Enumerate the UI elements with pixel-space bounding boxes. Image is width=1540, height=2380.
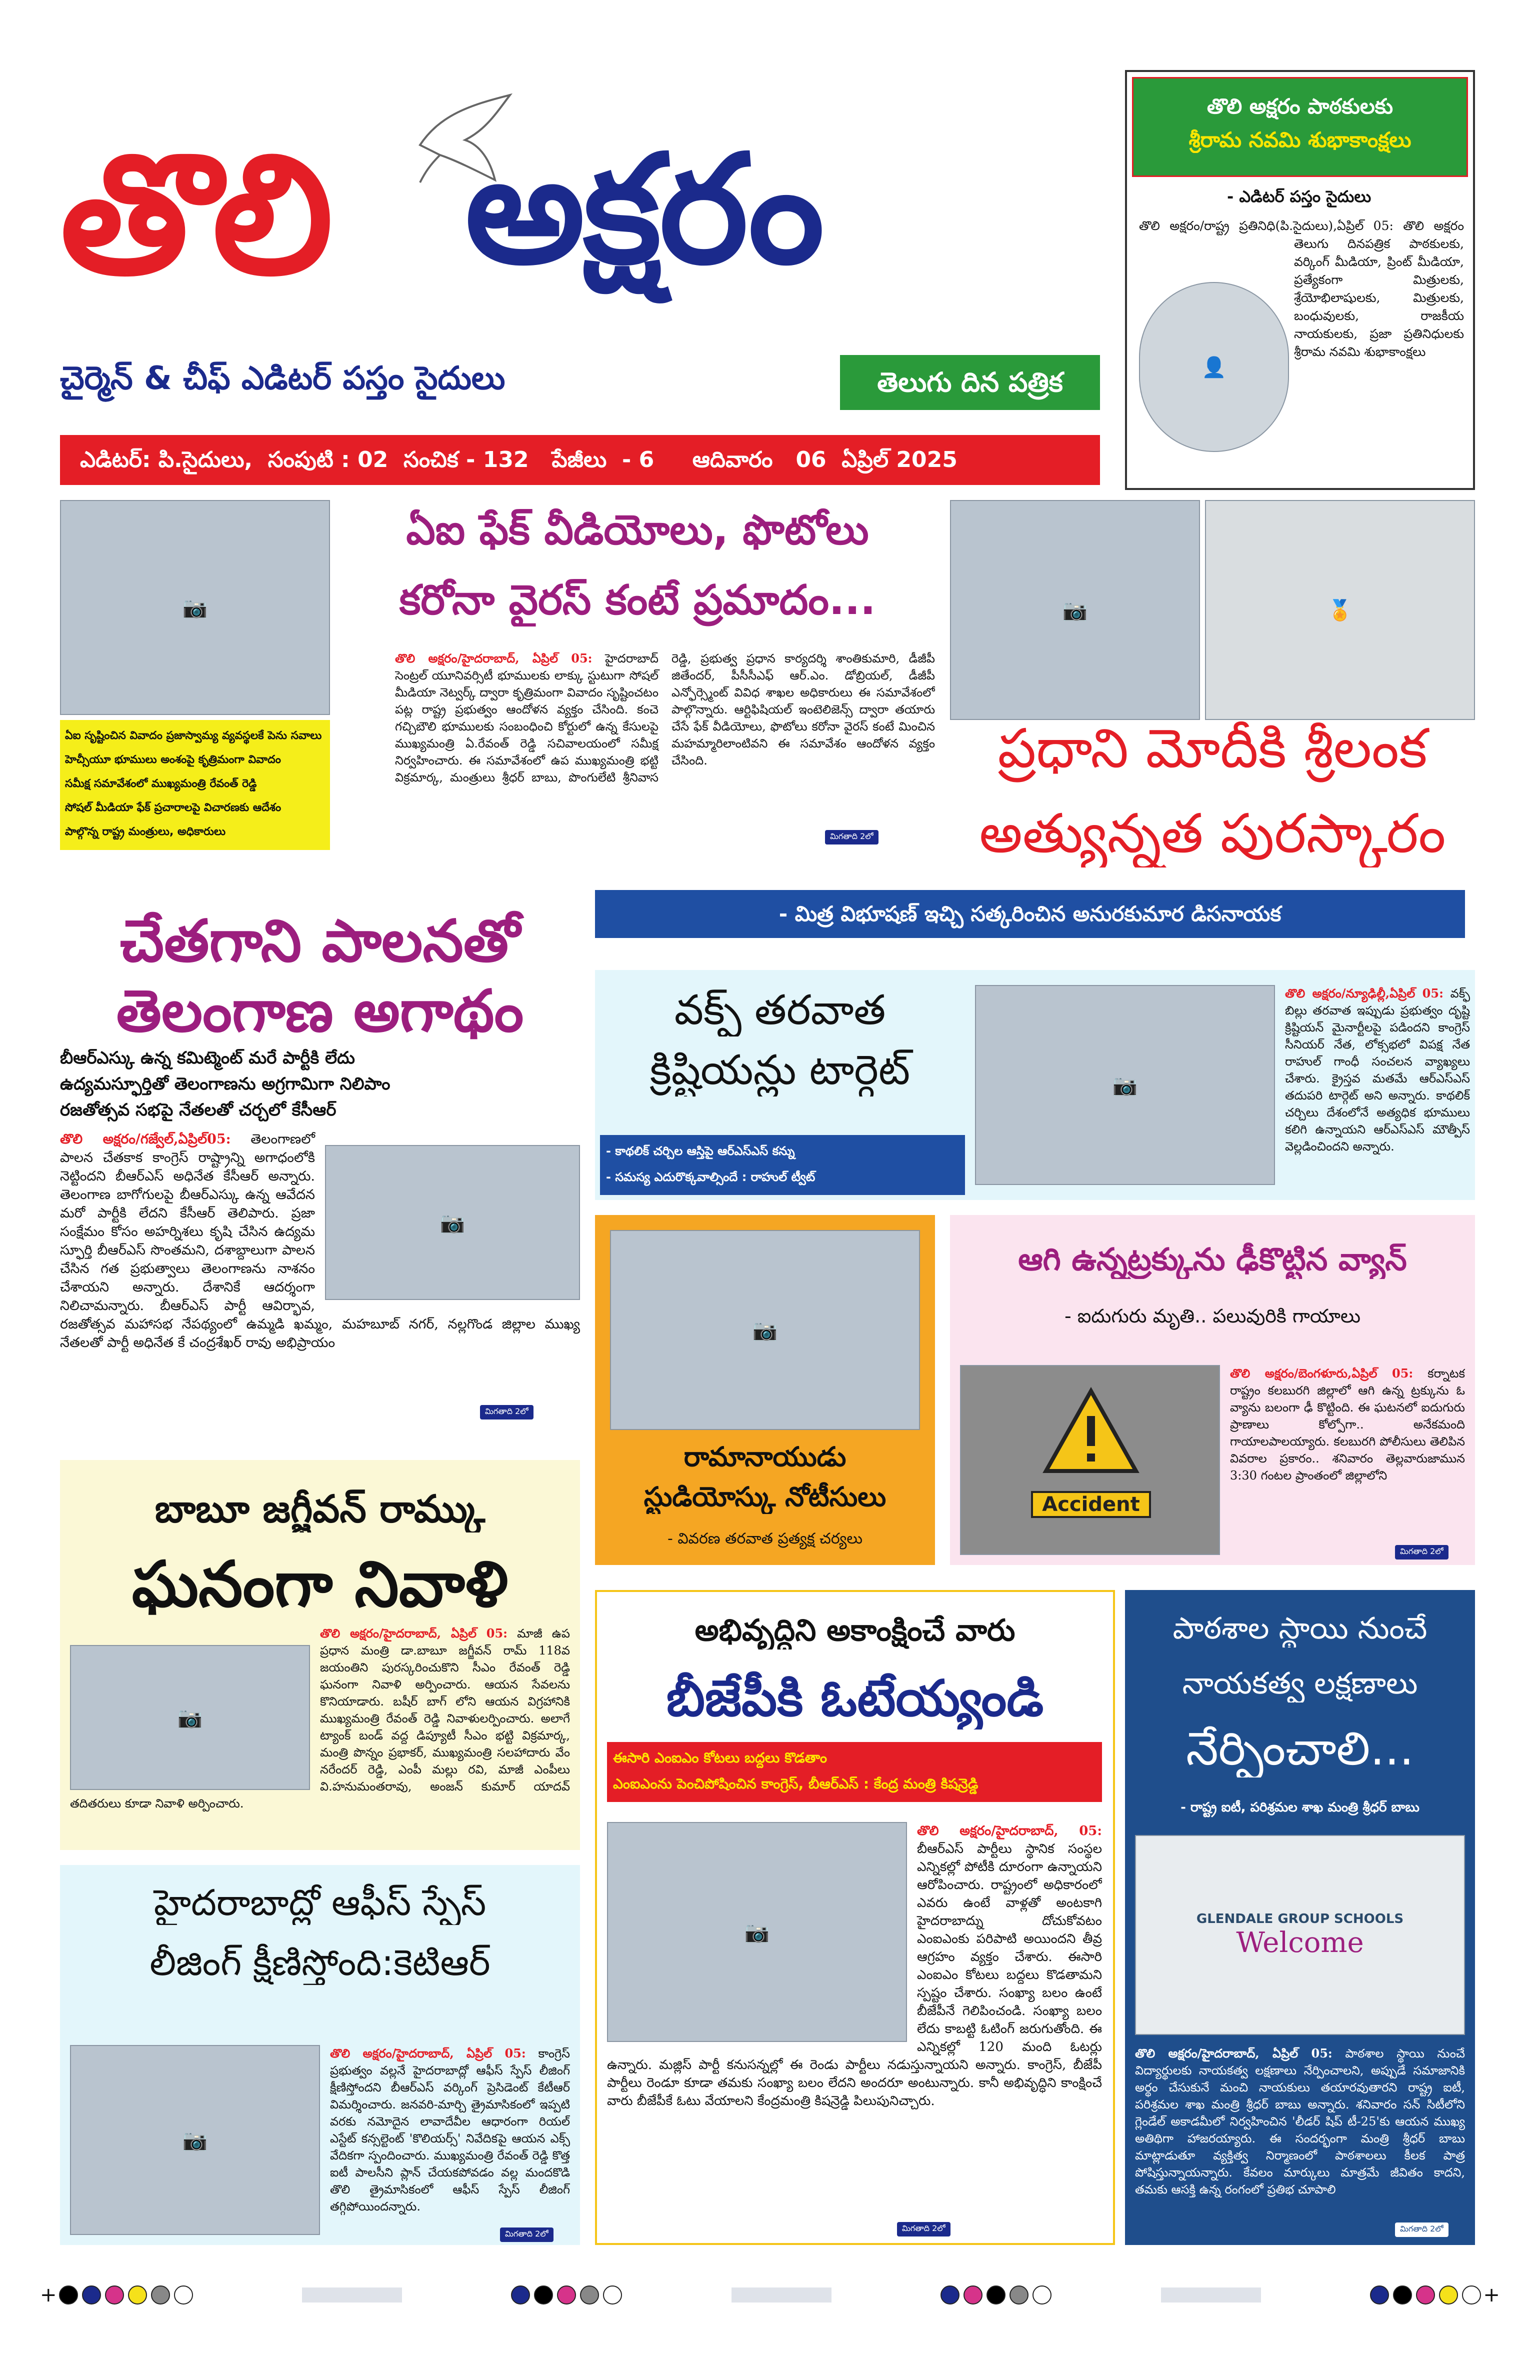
studios-photo: 📷: [610, 1230, 920, 1430]
waqf-dateline: తొలి అక్షరం/న్యూఢిల్లీ,ఏప్రిల్ 05:: [1285, 986, 1444, 1000]
print-registration-bar: [40, 2280, 1500, 2310]
telangana-bullet: బీఆర్ఎస్కు ఉన్న కమిట్మెంట్ మరే పార్టీకి లేదు: [60, 1048, 355, 1068]
bjp-headline-2: బీజేపీకి ఓటేయ్యండి: [666, 1669, 1044, 1728]
school-more-badge: [1395, 2222, 1448, 2237]
school-banner-welcome: Welcome: [1236, 1926, 1364, 1959]
ktr-more-badge: [500, 2228, 554, 2242]
ai-body: [395, 650, 935, 850]
kishan-reddy-photo: 📷: [607, 1822, 907, 2042]
waqf-headline-1: వక్ఫ్ తరవాత: [674, 986, 886, 1034]
van-dateline: తొలి అక్షరం/బెంగళూరు,ఏప్రిల్ 05:: [1230, 1366, 1414, 1380]
accident-photo: [960, 1365, 1220, 1555]
school-headline-2: నాయకత్వ లక్షణాలు: [1182, 1666, 1418, 1701]
greeting-body: తొలి అక్షరం/రాష్ట్ర ప్రతినిధి(పి.సైదులు),ఏప్రిల్ 05: తొలి అక్షరం తెలుగు దినపత్రిక పాఠకులకు, వర్కింగ్ మీడియా, ప్రింట్ మీడియా, ప్రత్యేకంగా మిత్రులకు, శ్రేయోభిలాషులకు, మిత్రులకు, బంధువులకు, రాజకీయ నాయకులకు, ప్రజా ప్రతినిధులకు శ్రీరామ నవమి శుభాకాంక్షలు: [1139, 218, 1464, 359]
greeting-line1: తొలి అక్షరం పాఠకులకు: [1206, 94, 1394, 118]
waqf-body: [1285, 985, 1470, 1195]
ktr-headline-1: హైదరాబాద్లో ఆఫీస్ స్పేస్: [154, 1882, 486, 1924]
van-body: [1230, 1365, 1465, 1555]
waqf-headline-2: క్రిష్టియన్లు టార్గెట్: [650, 1046, 910, 1094]
ai-bullets: [60, 720, 330, 850]
jagjivan-body-text: మాజీ ఉప ప్రధాన మంత్రి డా.బాబూ జగ్జీవన్ రామ్ 118వ జయంతిని పురస్కరించుకొని సీఎం రేవంత్ రెడ్డి ఘనంగా నివాళి అర్పించారు. ఆయన సేవలను కొనియాడారు. బషీర్ బాగ్ లోని ఆయన విగ్రహానికి ముఖ్యమంత్రి రేవంత్ రెడ్డి నివాళులర్పించారు. అలాగే ట్యాంక్ బండ్ వద్ద డిప్యూటీ సీఎం భట్టి విక్రమార్క, మంత్రి పొన్నం ప్రభాకర్, ముఖ్యమంత్రి సలహాదారు వేం నరేందర్ రెడ్డి, ఎంపీ మల్లు రవి, మాజీ ఎంపీలు వి.హనుమంతరావు, అంజన్ కుమార్ యాదవ్ తదితరులు కూడా నివాళి అర్పించారు.: [70, 1626, 570, 1810]
more-badge: మిగతాది 2లో: [1395, 2222, 1448, 2237]
ktr-body: [330, 2045, 570, 2240]
ktr-dateline: తొలి అక్షరం/హైదరాబాద్, ఏప్రిల్ 05:: [330, 2046, 526, 2060]
ktr-box: [60, 1865, 580, 2245]
greeting-header: [1132, 77, 1468, 177]
accident-sign-text: Accident: [1031, 1491, 1151, 1518]
school-photo: [1135, 1835, 1465, 2035]
jagjivan-photo: 📷: [70, 1645, 310, 1790]
registration-strip: [302, 2288, 402, 2302]
telangana-bullet: రజతోత్సవ సభపై నేతలతో చర్చలో కేసీఆర్: [60, 1100, 336, 1120]
greeting-signature: - ఎడిటర్ పస్తం సైదులు: [1227, 187, 1372, 206]
rahul-photo: 📷: [975, 985, 1275, 1185]
school-headline-1: పాఠశాల స్థాయి నుంచే: [1172, 1611, 1428, 1646]
ai-bullet: హెచ్సీయూ భూములు అంశంపై కృత్రిమంగా వివాదం: [65, 754, 281, 766]
jagjivan-headline-1: బాబూ జగ్జీవన్ రామ్కు: [154, 1486, 486, 1531]
telangana-dateline: తొలి అక్షరం/గజ్వేల్,ఏప్రిల్05:: [60, 1132, 231, 1147]
modi-photo: 📷: [950, 500, 1200, 720]
registration-dots: [509, 2286, 624, 2304]
registration-dots: +: [1368, 2284, 1500, 2306]
ai-headline-2: కరోనా వైరస్ కంటే ప్రమాదం...: [399, 576, 876, 624]
bjp-box: [595, 1590, 1115, 2245]
greeting-box: [1125, 70, 1475, 490]
school-dateline: తొలి అక్షరం/హైదరాబాద్, ఏప్రిల్ 05:: [1135, 2046, 1332, 2060]
warning-icon: [1041, 1386, 1141, 1476]
registration-strip: [732, 2288, 832, 2302]
bjp-more-badge: [897, 2222, 950, 2236]
modi-headline-2: అత్యున్నత పురస్కారం: [979, 802, 1446, 865]
telangana-bullets: [60, 1045, 580, 1123]
more-badge: మిగతాది 2లో: [897, 2222, 950, 2236]
registration-dots: [938, 2286, 1054, 2304]
ai-bullet: పాల్గొన్న రాష్ట్ర మంత్రులు, అధికారులు: [65, 826, 226, 838]
kcr-photo: 📷: [325, 1145, 580, 1300]
school-body: [1135, 2045, 1465, 2235]
modi-headline-1: ప్రధాని మోదీకి శ్రీలంక: [998, 718, 1428, 780]
waqf-bullet: - సమస్య ఎదురొక్కవాల్సిందే : రాహుల్ ట్వీట్: [606, 1170, 816, 1184]
waqf-box: [595, 970, 1475, 1200]
studios-headline-2: స్టుడియోస్కు నోటీసులు: [644, 1481, 886, 1512]
ai-bullet: సమీక్ష సమావేశంలో ముఖ్యమంత్రి రేవంత్ రెడ్డి: [65, 778, 257, 790]
school-subhead: - రాష్ట్ర ఐటీ, పరిశ్రమల శాఖ మంత్రి శ్రీధర్ బాబు: [1180, 1800, 1420, 1815]
school-headline-3: నేర్పించాలి...: [1186, 1722, 1414, 1776]
masthead-title-blue: అక్షరం: [465, 122, 822, 297]
registration-strip: [1161, 2288, 1261, 2302]
modi-subhead: - మిత్ర విభూషణ్ ఇచ్చి సత్కరించిన అనురకుమార డిసనాయక: [595, 890, 1465, 938]
bjp-dateline: తొలి అక్షరం/హైదరాబాద్, 05:: [917, 1824, 1102, 1838]
telangana-headline-2: తెలంగాణ అగాథం: [116, 978, 524, 1045]
studios-headline-1: రామానాయుడు: [684, 1441, 846, 1472]
masthead-title-red: తొలి: [60, 119, 330, 311]
van-body-text: కర్నాటక రాష్ట్రం కలబురగి జిల్లాలో ఆగి ఉన్న ట్రక్కును ఓ వ్యాను బలంగా ఢీ కొట్టింది. ఈ ఘటనలో ఐదుగురు ప్రాణాలు కోల్పోగా.. అనేకమంది గాయాలపాలయ్యారు. కలబురగి పోలీసులు తెలిపిన వివరాల ప్రకారం.. శనివారం తెల్లవారుజామున 3:30 గంటల ప్రాంతంలో జిల్లాలోని: [1230, 1366, 1465, 1482]
telangana-bullet: ఉద్యమస్ఫూర్తితో తెలంగాణను అగ్రగామిగా నిలిపాం: [60, 1074, 390, 1094]
ai-more-badge: [825, 830, 878, 844]
jagjivan-dateline: తొలి అక్షరం/హైదరాబాద్, ఏప్రిల్ 05:: [320, 1626, 508, 1640]
greeting-line2: శ్రీరామ నవమి శుభాకాంక్షలు: [1188, 127, 1412, 152]
ai-bullet: ఏఐ సృష్టించిన వివాదం ప్రజాస్వామ్య వ్యవస్థలకే పెను సవాలు: [65, 730, 322, 742]
telangana-body-text: తెలంగాణలో పాలన చేతకాక కాంగ్రెస్ రాష్ట్రాన్ని అగాధంలోకి నెట్టిందని బీఆర్ఎస్ అధినేత కేసీఆర్ అన్నారు. తెలంగాణ బాగోగులపై బీఆర్ఎస్కు ఉన్న ఆవేదన మరో పార్టీకి లేదని కేసీఆర్ తెలిపారు. ప్రజా సంక్షేమం కోసం అహర్నిశలు కృషి చేసిన ఉద్యమ స్ఫూర్తి బీఆర్ఎస్ సొంతమని, దశాబ్దాలుగా పాలన చేసిన గత ప్రభుత్వాలు తెలంగాణను నాశనం చేశాయని అన్నారు. దేశానికే ఆదర్శంగా నిలిచామన్నారు. బీఆర్ఎస్ పార్టీ ఆవిర్భావ, రజతోత్సవ మహాసభ నేపథ్యంలో ఉమ్మడి ఖమ్మం, మహబూబ్ నగర్, నల్లగొండ జిల్లాల ముఖ్య నేతలతో పార్టీ అధినేత కే చంద్రశేఖర్ రావు అభిప్రాయం: [60, 1132, 580, 1350]
ai-headline-1: ఏఐ ఫేక్ వీడియోలు, ఫొటోలు: [406, 506, 869, 554]
chairman-line: చైర్మెన్ & చీఫ్ ఎడిటర్ పస్తం సైదులు: [60, 360, 506, 397]
bjp-bullet: ఈసారి ఎంఐఎం కోటలు బద్దలు కొడతాం: [613, 1750, 828, 1766]
bjp-headline-1: అభివృద్ధిని అకాంక్షించే వారు: [694, 1613, 1016, 1648]
jagjivan-box: [60, 1460, 580, 1850]
telangana-headline-1: చేతగాని పాలనతో: [120, 908, 520, 975]
bjp-body-text: బీఆర్ఎస్ పార్టీలు స్థానిక సంస్థల ఎన్నికల్లో పోటీకి దూరంగా ఉన్నాయని ఆరోపించారు. రాష్ట్రంలో అధికారంలో ఎవరు ఉంటే వాళ్లతో అంటకాగి హైదరాబాద్ను దోచుకోవటం ఎంఐఎంకు పరిపాటి అయిందని తీవ్ర ఆగ్రహం వ్యక్తం చేశారు. ఈసారి ఎంఐఎం కోటలు బద్దలు కొడతామని స్పష్టం చేశారు. సంఖ్యా బలం ఉంటే బీజేపీనే గెలిపించండి. సంఖ్యా బలం లేదు కాబట్టి ఓటింగ్ జరుగుతోంది. ఈ ఎన్నికల్లో 120 మంది ఓటర్లు ఉన్నారు. మజ్లిస్ పార్టీ కనుసన్నల్లో ఈ రెండు పార్టీలు నడుస్తున్నాయని అన్నారు. కాంగ్రెస్, బీజేపీ పార్టీలు రెండూ కూడా తమకు సంఖ్యా బలం లేదని అందరూ అంటున్నారు. కానీ అభివృద్ధిని కాంక్షించే వారు బీజేపీకే ఓటు వేయాలని కేంద్రమంత్రి కిషన్రెడ్డి పిలుపునిచ్చారు.: [607, 1842, 1102, 2108]
van-more-badge: [1395, 1545, 1448, 1560]
van-headline: ఆగి ఉన్నట్రక్కును ఢీకొట్టిన వ్యాన్: [1018, 1241, 1407, 1278]
ktr-photo: 📷: [70, 2045, 320, 2235]
jagjivan-headline-2: ఘనంగా నివాళి: [132, 1548, 508, 1621]
more-badge: మిగతాది 2లో: [825, 830, 878, 844]
school-box: [1125, 1590, 1475, 2245]
school-body-text: పాఠశాల స్థాయి నుంచే విద్యార్థులకు నాయకత్వ లక్షణాలు నేర్పించాలని, అప్పుడే సమాజానికి అర్థం చేసుకునే మంచి నాయకులు తయారవుతారని రాష్ట్ర ఐటీ, పరిశ్రమల శాఖ మంత్రి శ్రీధర్ బాబు అన్నారు. శనివారం సన్ సిటీలోని గ్లెండేల్ అకాడమీలో నిర్వహించిన 'లీడర్ షిప్ టీ-25'కు ఆయన ముఖ్య అతిథిగా హాజరయ్యారు. ఈ సందర్భంగా మంత్రి శ్రీధర్ బాబు మాట్లాడుతూ వ్యక్తిత్వ నిర్మాణంలో పాఠశాలలు కీలక పాత్ర పోషిస్తున్నాయన్నారు. కేవలం మార్కులు మాత్రమే జీవితం కాదని, తమకు ఆసక్తి ఉన్న రంగంలో ప్రతిభ చూపాలి: [1135, 2046, 1465, 2196]
van-subhead: - ఐదుగురు మృతి.. పలువురికి గాయాలు: [1064, 1305, 1360, 1327]
ktr-headline-2: లీజింగ్ క్షీణిస్తోంది:కెటిఆర్: [150, 1942, 490, 1984]
bjp-body: [607, 1822, 1102, 2232]
studios-box: [595, 1215, 935, 1565]
school-banner-text: GLENDALE GROUP SCHOOLS: [1196, 1911, 1404, 1926]
ai-body-text: హైదరాబాద్ సెంట్రల్ యూనివర్సిటీ భూములకు లాక్కు స్టుటుగా సోషల్ మీడియా నెట్వర్క్ ద్వారా కృత్రిమంగా వివాదం సృష్టించటం పట్ల రాష్ట్ర ప్రభుత్వం ఆందోళన వ్యక్తం చేసింది. కంచె గచ్చిబౌలి భూములకు సంబంధించి కోర్టులో ఉన్న కేసులపై ముఖ్యమంత్రి ఏ.రేవంత్ రెడ్డి సచివాలయంలో సమీక్ష నిర్వహించారు. ఈ సమావేశంలో ఉప ముఖ్యమంత్రి భట్టి విక్రమార్క, మంత్రులు శ్రీధర్ బాబు, పొంగులేటి శ్రీనివాస రెడ్డి, ప్రభుత్వ ప్రధాన కార్యదర్శి శాంతికుమారి, డీజీపీ జితేందర్, పీసీసీఎఫ్ ఆర్.ఎం. డోబ్రియల్, డీజీపీ ఎన్ఫోర్స్మెంట్ వివిధ శాఖల అధికారులు ఈ సమావేశంలో పాల్గొన్నారు. ఆర్టిఫిషియల్ ఇంటెలిజెన్స్ ద్వారా తయారు చేసే ఫేక్ వీడియోలు, ఫొటోలు కరోనా వైరస్ కంటే మించిన మహమ్మారిలాంటివని ఈ సమావేశం ఆందోళన వ్యక్తం చేసింది.: [395, 652, 935, 784]
ai-bullet: సోషల్ మీడియా ఫేక్ ప్రచారాలపై విచారణకు ఆదేశం: [65, 802, 282, 814]
more-badge: మిగతాది 2లో: [500, 2228, 554, 2242]
van-box: [950, 1215, 1475, 1565]
bjp-bullet: ఎంఐఎంను పెంచిపోషించిన కాంగ్రెస్, బీఆర్ఎస్ : కేంద్ర మంత్రి కిషన్రెడ్డి: [613, 1776, 978, 1792]
waqf-bullets: [600, 1135, 965, 1195]
ai-dateline: తొలి అక్షరం/హైదరాబాద్, ఏప్రిల్ 05:: [395, 651, 592, 666]
registration-dots: +: [40, 2284, 195, 2306]
telangana-more-badge: [480, 1405, 534, 1420]
greeting-photo: 👤: [1139, 282, 1289, 452]
ktr-body-text: కాంగ్రెస్ ప్రభుత్వం వల్లనే హైదరాబాద్లో ఆఫీస్ స్పేస్ లీజింగ్ క్షీణిస్తోందని బీఆర్ఎస్ వర్కింగ్ ప్రెసిడెంట్ కేటీఆర్ విమర్శించారు. జనవరి-మార్చి త్రైమాసికంలో ఇప్పటి వరకు నమోదైన లావాదేవీల ఆధారంగా రియల్ ఎస్టేట్ కన్సల్టెంట్ 'కొలియర్స్' నివేదికపై ఆయన ఎక్స్ వేదికగా స్పందించారు. ముఖ్యమంత్రి రేవంత్ రెడ్డి కొత్త ఐటీ పాలసీని ప్లాన్ చేయకపోవడం వల్ల మందకొడి తొలి త్రైమాసికంలో ఆఫీస్ స్పేస్ లీజింగ్ తగ్గిపోయిందన్నారు.: [330, 2046, 570, 2214]
telangana-body: [60, 1130, 580, 1430]
waqf-body-text: వక్ఫ్ బిల్లు తరవాత ఇప్పుడు ప్రభుత్వం దృష్టి క్రిష్టియన్ మైనార్టీలపై పడిందని కాంగ్రెస్ సీనియర్ నేత, లోక్సభలో విపక్ష నేత రాహుల్ గాంధీ సంచలన వ్యాఖ్యలు చేశారు. క్రైస్తవ మతమే ఆర్ఎస్ఎస్ తదుపరి టార్గెట్ అని అన్నారు. కాథలిక్ చర్చిలు దేశంలోనే అత్యధిక భూములు కలిగి ఉన్నాయని ఆర్ఎస్ఎస్ మౌత్పీస్ వెల్లడించిందని అన్నారు.: [1285, 986, 1470, 1154]
info-bar: ఎడిటర్: పి.సైదులు, సంపుటి : 02 సంచిక - 132 పేజీలు - 6 ఆదివారం 06 ఏప్రిల్ 2025: [60, 435, 1100, 485]
cm-revanth-photo: 📷: [60, 500, 330, 715]
masthead: [60, 75, 1100, 425]
bjp-bullets: [607, 1742, 1102, 1802]
waqf-bullet: - కాథలిక్ చర్చిల ఆస్తిపై ఆర్ఎస్ఎస్ కన్ను: [606, 1144, 795, 1158]
more-badge: మిగతాది 2లో: [480, 1405, 534, 1420]
more-badge: మిగతాది 2లో: [1395, 1545, 1448, 1560]
medal-photo: 🏅: [1205, 500, 1475, 720]
tagline-badge: తెలుగు దిన పత్రిక: [840, 355, 1100, 410]
jagjivan-body: [70, 1625, 570, 1845]
studios-subhead: - వివరణ తరవాత ప్రత్యక్ష చర్యలు: [667, 1530, 862, 1548]
